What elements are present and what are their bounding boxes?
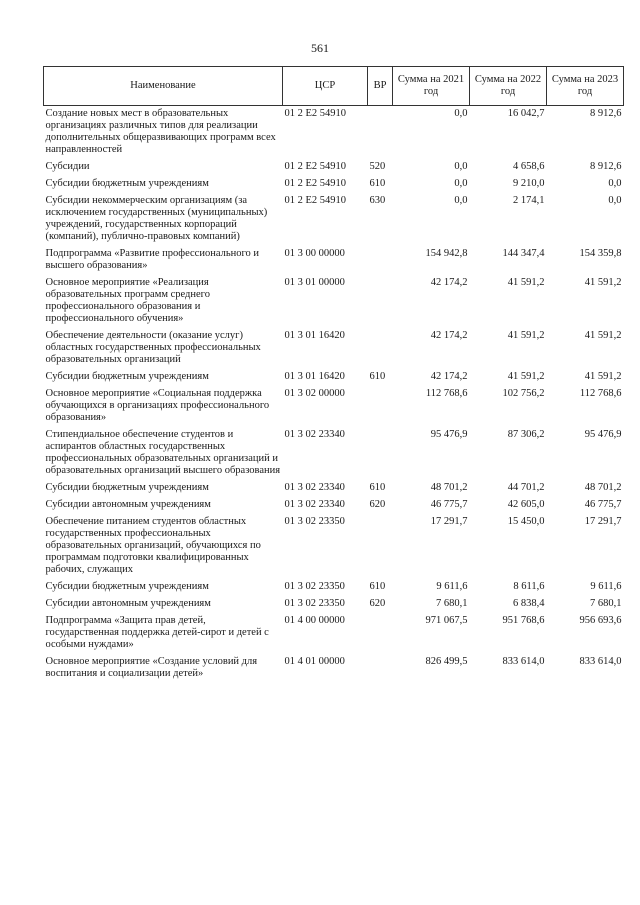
- row-vr: [368, 613, 393, 654]
- table-row: [44, 275, 624, 328]
- row-csr: 01 2 E2 54910: [284, 161, 347, 172]
- row-sum-2021: 17 291,7: [430, 516, 468, 527]
- table-row: [44, 579, 624, 596]
- row-sum-2021: 0,0: [454, 195, 468, 206]
- row-name: Субсидии автономным учреждениям: [45, 499, 211, 510]
- header-sum-2022: Сумма на 2022 год: [470, 67, 547, 106]
- row-name: Подпрограмма «Защита прав детей, государственная поддержка детей-сирот и детей с особыми нуждами»: [45, 615, 269, 650]
- row-sum-2021: 7 680,1: [436, 598, 468, 609]
- row-sum-2023: 154 359,8: [579, 248, 622, 259]
- table-row: [44, 427, 624, 480]
- row-sum-2022: 41 591,2: [507, 330, 545, 341]
- row-sum-2023: 0,0: [608, 178, 622, 189]
- row-sum-2022: 41 591,2: [507, 371, 545, 382]
- table-row: [44, 369, 624, 386]
- row-sum-2023: 95 476,9: [584, 429, 622, 440]
- row-name: Субсидии некоммерческим организациям (за исключением государственных (муниципальных) учреждений, государственных корпораций (компаний), публично-правовых компаний): [45, 195, 268, 242]
- row-sum-2023: 9 611,6: [590, 581, 622, 592]
- table-row: [44, 246, 624, 275]
- row-vr: [368, 654, 393, 683]
- row-sum-2021: 48 701,2: [430, 482, 468, 493]
- row-name: Обеспечение питанием студентов областных государственных профессиональных образовательных организаций, обучающихся по программам подготовки квалифицированных рабочих, служащих: [45, 516, 261, 575]
- row-sum-2022: 41 591,2: [507, 277, 545, 288]
- row-vr: [368, 246, 393, 275]
- row-sum-2023: 833 614,0: [579, 656, 622, 667]
- table-row: [44, 613, 624, 654]
- row-sum-2023: 7 680,1: [590, 598, 622, 609]
- row-sum-2022: 87 306,2: [507, 429, 545, 440]
- row-name: Субсидии: [45, 161, 90, 172]
- row-vr: 610: [369, 482, 386, 493]
- row-name: Подпрограмма «Развитие профессионального и высшего образования»: [45, 248, 260, 271]
- table-row: [44, 596, 624, 613]
- row-name: Обеспечение деятельности (оказание услуг) областных государственных профессиональных образовательных организаций: [45, 330, 261, 365]
- row-csr: 01 3 02 23350: [284, 581, 345, 592]
- row-sum-2022: 42 605,0: [507, 499, 545, 510]
- row-vr: 520: [369, 161, 386, 172]
- row-sum-2021: 42 174,2: [430, 371, 468, 382]
- table-row: [44, 654, 624, 683]
- row-csr: 01 2 E2 54910: [284, 195, 347, 206]
- table-row: [44, 159, 624, 176]
- row-vr: 620: [369, 598, 386, 609]
- row-sum-2023: 46 775,7: [584, 499, 622, 510]
- row-csr: 01 3 01 00000: [284, 277, 345, 288]
- row-sum-2021: 42 174,2: [430, 330, 468, 341]
- row-sum-2022: 6 838,4: [513, 598, 545, 609]
- row-csr: 01 3 02 23340: [284, 482, 345, 493]
- row-vr: 610: [369, 178, 386, 189]
- row-csr: 01 3 02 23350: [284, 598, 345, 609]
- row-name: Создание новых мест в образовательных организациях различных типов для реализации дополнительных общеразвивающих программ всех направленностей: [45, 108, 276, 155]
- table-row: [44, 176, 624, 193]
- row-csr: 01 3 01 16420: [284, 330, 345, 341]
- table-row: [44, 386, 624, 427]
- table-row: [44, 480, 624, 497]
- row-vr: [368, 514, 393, 579]
- row-vr: [368, 106, 393, 160]
- row-sum-2022: 102 756,2: [502, 388, 545, 399]
- row-sum-2023: 48 701,2: [584, 482, 622, 493]
- row-name: Субсидии бюджетным учреждениям: [45, 581, 209, 592]
- row-sum-2021: 95 476,9: [430, 429, 468, 440]
- row-sum-2023: 41 591,2: [584, 330, 622, 341]
- row-sum-2023: 41 591,2: [584, 277, 622, 288]
- row-sum-2022: 9 210,0: [513, 178, 545, 189]
- table-row: [44, 497, 624, 514]
- row-sum-2023: 956 693,6: [579, 615, 622, 626]
- row-sum-2021: 112 768,6: [425, 388, 468, 399]
- row-vr: [368, 275, 393, 328]
- row-sum-2022: 2 174,1: [513, 195, 545, 206]
- row-vr: 620: [369, 499, 386, 510]
- header-sum-2021: Сумма на 2021 год: [393, 67, 470, 106]
- row-name: Субсидии бюджетным учреждениям: [45, 178, 209, 189]
- row-sum-2021: 46 775,7: [430, 499, 468, 510]
- row-name: Субсидии бюджетным учреждениям: [45, 371, 209, 382]
- row-csr: 01 3 02 23340: [284, 499, 345, 510]
- row-sum-2022: 951 768,6: [502, 615, 545, 626]
- row-sum-2022: 4 658,6: [513, 161, 545, 172]
- table-body: [44, 106, 624, 684]
- row-sum-2023: 0,0: [608, 195, 622, 206]
- table-row: [44, 328, 624, 369]
- row-sum-2021: 0,0: [454, 108, 468, 119]
- table-row: [44, 193, 624, 246]
- row-sum-2021: 42 174,2: [430, 277, 468, 288]
- row-sum-2021: 0,0: [454, 161, 468, 172]
- table-header: [44, 67, 624, 106]
- row-sum-2022: 16 042,7: [507, 108, 545, 119]
- header-vr: ВР: [368, 67, 393, 106]
- row-vr: 610: [369, 581, 386, 592]
- row-csr: 01 3 02 23340: [284, 429, 345, 440]
- row-sum-2023: 8 912,6: [590, 108, 622, 119]
- row-csr: 01 3 02 23350: [284, 516, 345, 527]
- page-number: 561: [311, 41, 329, 55]
- row-vr: 630: [369, 195, 386, 206]
- row-name: Основное мероприятие «Реализация образовательных программ среднего профессионального образования и профессионального обучения»: [45, 277, 210, 324]
- table-row: [44, 106, 624, 160]
- row-sum-2022: 15 450,0: [507, 516, 545, 527]
- row-csr: 01 4 00 00000: [284, 615, 345, 626]
- budget-table: [43, 66, 624, 683]
- row-name: Субсидии бюджетным учреждениям: [45, 482, 209, 493]
- row-sum-2022: 833 614,0: [502, 656, 545, 667]
- row-csr: 01 3 00 00000: [284, 248, 345, 259]
- row-sum-2023: 8 912,6: [590, 161, 622, 172]
- row-sum-2023: 112 768,6: [579, 388, 622, 399]
- header-name: Наименование: [44, 67, 283, 106]
- row-name: Основное мероприятие «Создание условий для воспитания и социализации детей»: [45, 656, 258, 679]
- row-name: Стипендиальное обеспечение студентов и аспирантов областных государственных профессиональных образовательных организаций и образовательных организаций высшего образования: [45, 429, 281, 476]
- row-sum-2021: 971 067,5: [425, 615, 468, 626]
- row-csr: 01 2 E2 54910: [284, 178, 347, 189]
- row-vr: [368, 386, 393, 427]
- row-name: Основное мероприятие «Социальная поддержка обучающихся в организациях профессионального образования»: [45, 388, 270, 423]
- row-csr: 01 4 01 00000: [284, 656, 345, 667]
- row-sum-2023: 17 291,7: [584, 516, 622, 527]
- row-name: Субсидии автономным учреждениям: [45, 598, 211, 609]
- header-sum-2023: Сумма на 2023 год: [547, 67, 624, 106]
- row-sum-2023: 41 591,2: [584, 371, 622, 382]
- row-sum-2021: 0,0: [454, 178, 468, 189]
- table-row: [44, 514, 624, 579]
- row-vr: [368, 328, 393, 369]
- row-sum-2021: 9 611,6: [436, 581, 468, 592]
- row-sum-2021: 826 499,5: [425, 656, 468, 667]
- row-sum-2022: 8 611,6: [513, 581, 545, 592]
- row-csr: 01 3 02 00000: [284, 388, 345, 399]
- row-vr: [368, 427, 393, 480]
- header-csr: ЦСР: [283, 67, 368, 106]
- row-sum-2022: 144 347,4: [502, 248, 545, 259]
- row-sum-2021: 154 942,8: [425, 248, 468, 259]
- row-csr: 01 2 E2 54910: [284, 108, 347, 119]
- row-csr: 01 3 01 16420: [284, 371, 345, 382]
- row-vr: 610: [369, 371, 386, 382]
- row-sum-2022: 44 701,2: [507, 482, 545, 493]
